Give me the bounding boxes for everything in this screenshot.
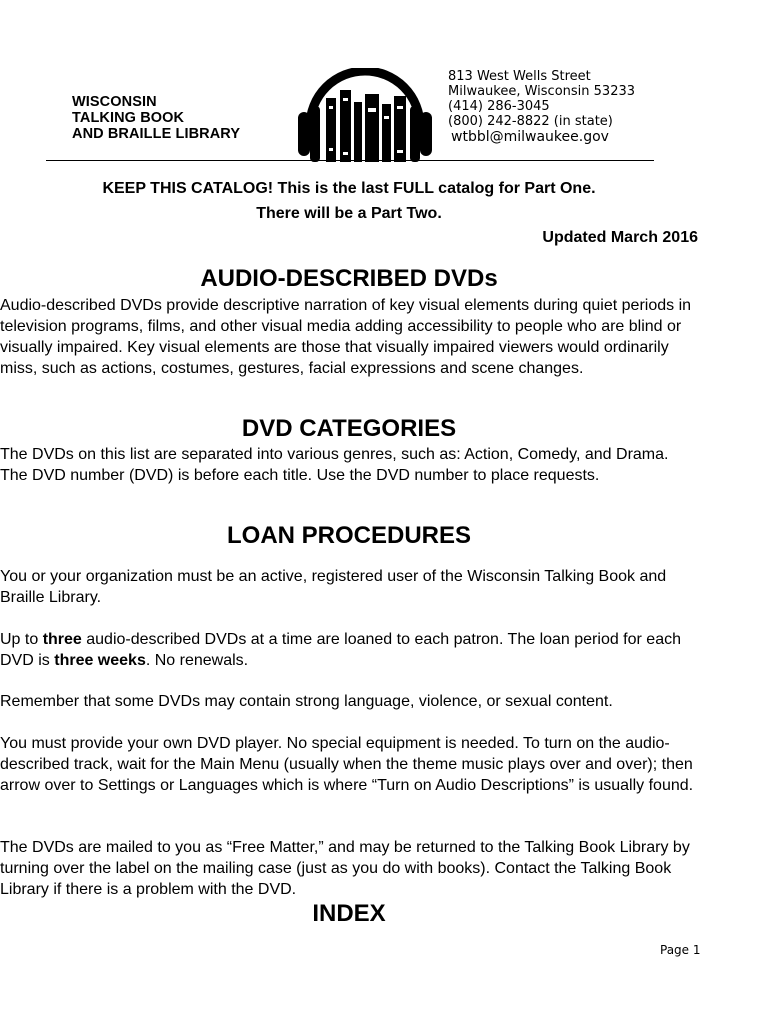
- registered-user-paragraph: You or your organization must be an active, registered user of the Wisconsin Talking Book and Braille Library.: [0, 568, 667, 606]
- loan-limits-text-3: . No renewals.: [145, 652, 249, 669]
- loan-limits-paragraph: [0, 629, 700, 671]
- page-number: Page 1: [660, 943, 701, 957]
- index-heading: INDEX: [312, 900, 386, 927]
- library-name-line-3: AND BRAILLE LIBRARY: [72, 126, 241, 142]
- street-address: 813 West Wells Street: [448, 69, 591, 84]
- keep-catalog-notice: KEEP THIS CATALOG! This is the last FULL catalog for Part One.: [102, 180, 596, 197]
- loan-count-emphasis: three: [42, 631, 82, 648]
- dvd-categories-paragraph: The DVDs on this list are separated into various genres, such as: Action, Comedy, and Drama. The DVD number (DVD) is before each title. Use the DVD number to place requests.: [0, 446, 669, 484]
- library-name: [72, 94, 240, 142]
- mailing-paragraph: The DVDs are mailed to you as “Free Matter,” and may be returned to the Talking Book Library by turning over the label on the mailing case (just as you do with books). Contact the Talking Book Library if there is a problem with the DVD.: [0, 839, 690, 898]
- phone-local: (414) 286-3045: [448, 99, 550, 114]
- contact-block: [448, 69, 635, 146]
- audio-described-heading: AUDIO-DESCRIBED DVDs: [200, 265, 498, 292]
- phone-toll-free: (800) 242-8822 (in state): [448, 114, 613, 129]
- dvd-player-paragraph: You must provide your own DVD player. No special equipment is needed. To turn on the audio-described track, wait for the Main Menu (usually when the theme music plays over and over); then arrow over to Settings or Languages which is where “Turn on Audio Descriptions” is usually found.: [0, 735, 694, 794]
- audio-described-paragraph: Audio-described DVDs provide descriptive narration of key visual elements during quiet periods in television programs, films, and other visual media adding accessibility to people who are blind or visually impaired. Key visual elements are those that visually impaired viewers would ordinarily miss, such as actions, costumes, gestures, facial expressions and scene changes.: [0, 297, 692, 377]
- city-state-zip: Milwaukee, Wisconsin 53233: [448, 84, 636, 99]
- library-name-line-2: TALKING BOOK: [72, 110, 185, 126]
- content-warning-paragraph: Remember that some DVDs may contain strong language, violence, or sexual content.: [0, 693, 613, 710]
- email-address: wtbbl@milwaukee.gov: [451, 129, 609, 145]
- loan-limits-text-2: audio-described DVDs at a time are loaned to each patron. The loan period for each DVD is: [0, 631, 681, 669]
- loan-procedures-heading: LOAN PROCEDURES: [226, 522, 472, 549]
- updated-date: Updated March 2016: [542, 229, 698, 246]
- dvd-categories-heading: DVD CATEGORIES: [241, 415, 457, 442]
- library-name-line-1: WISCONSIN: [72, 94, 157, 110]
- header-divider: [46, 160, 654, 161]
- headphones-books-icon: [296, 68, 434, 164]
- loan-limits-text-1: Up to: [0, 631, 43, 648]
- loan-period-emphasis: three weeks: [54, 652, 146, 669]
- part-two-notice: There will be a Part Two.: [256, 205, 442, 222]
